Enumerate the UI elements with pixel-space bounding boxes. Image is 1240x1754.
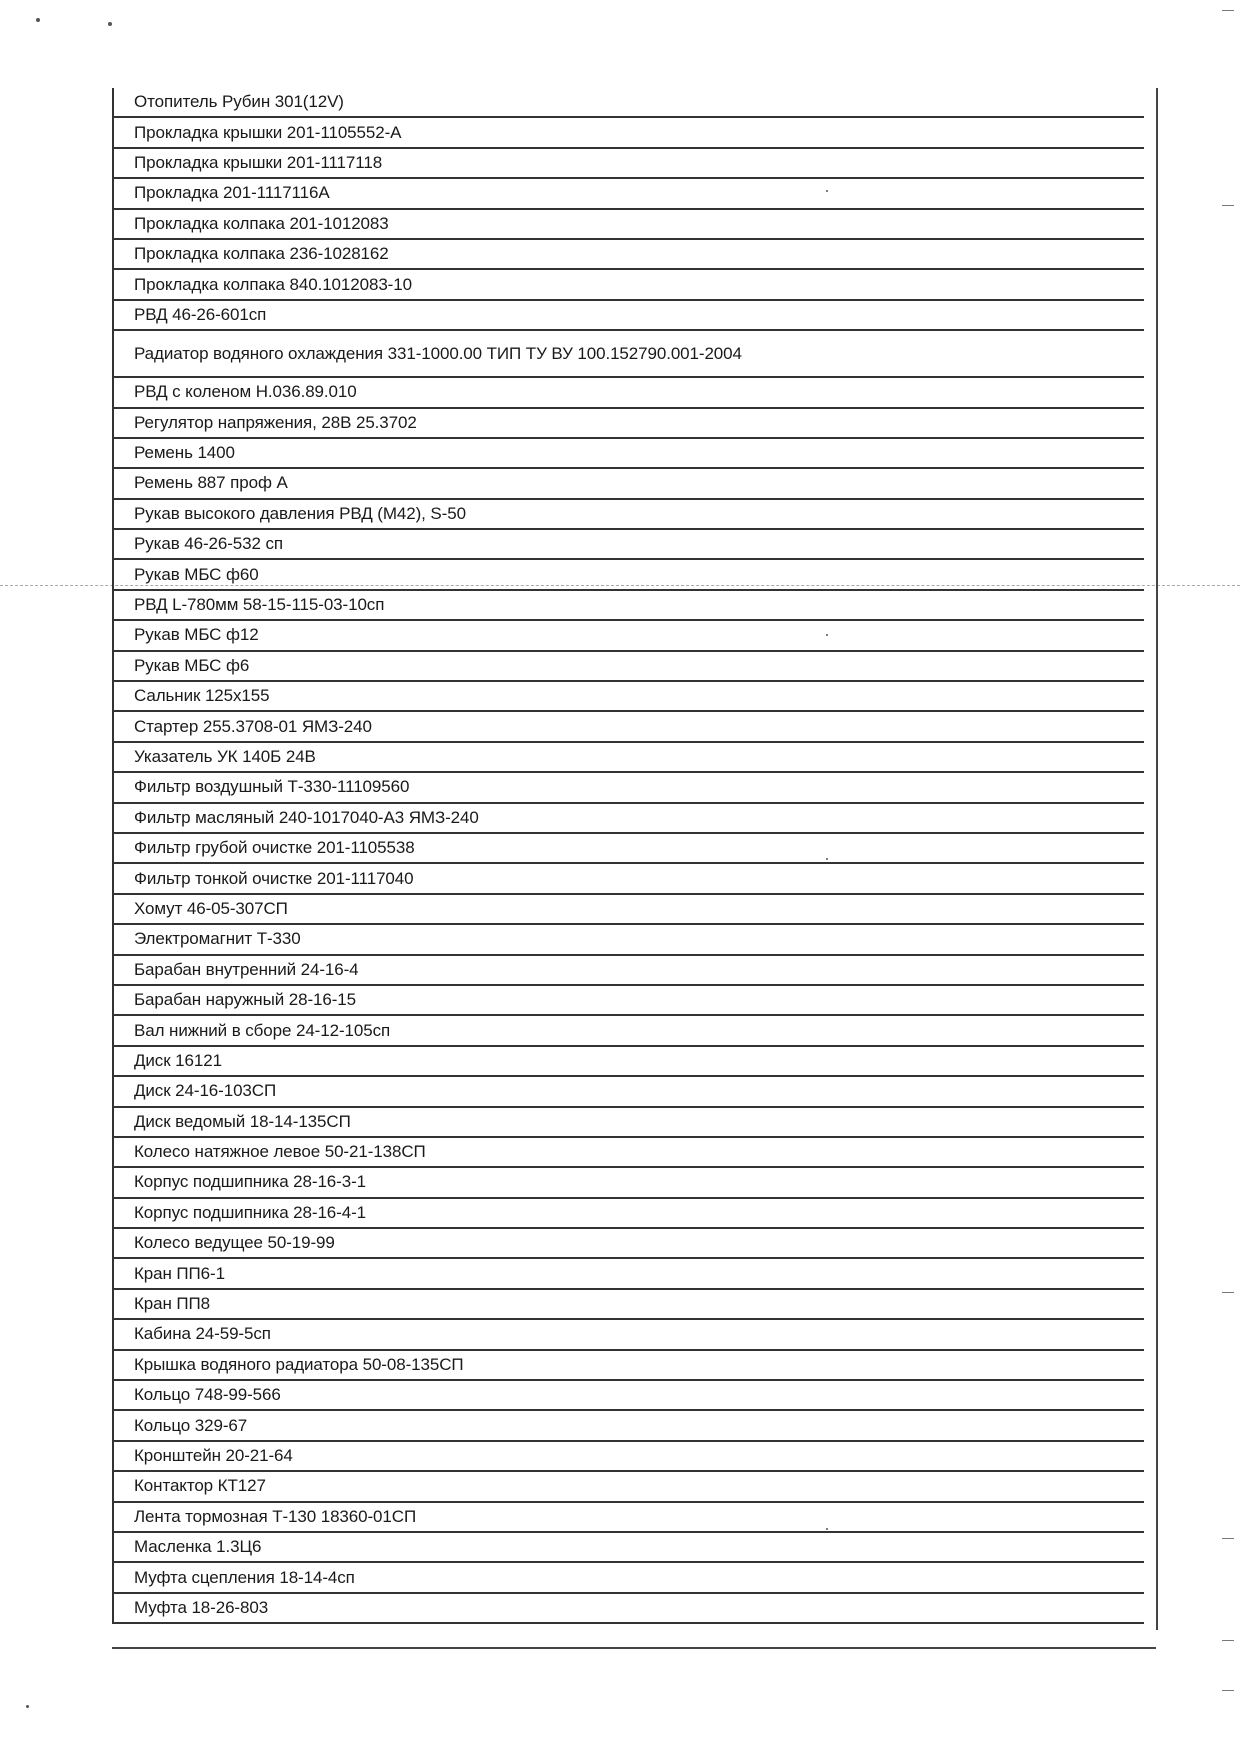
scan-speck xyxy=(36,18,40,22)
item-name: Рукав МБС ф12 xyxy=(134,625,259,645)
table-row xyxy=(114,1442,1144,1472)
table-row xyxy=(114,712,1144,742)
item-name: Рукав высокого давления РВД (М42), S-50 xyxy=(134,503,466,523)
table-row xyxy=(114,1077,1144,1107)
item-name: Рукав 46-26-532 сп xyxy=(134,534,283,554)
scan-speck xyxy=(108,22,112,26)
margin-mark xyxy=(1222,1690,1234,1691)
item-name: Колесо ведущее 50-19-99 xyxy=(134,1233,335,1253)
table-row xyxy=(114,956,1144,986)
item-name: Корпус подшипника 28-16-3-1 xyxy=(134,1172,366,1192)
item-name: Прокладка крышки 201-1105552-А xyxy=(134,122,402,142)
table-row xyxy=(114,621,1144,651)
table-row xyxy=(114,1290,1144,1320)
item-name: Диск 24-16-103СП xyxy=(134,1081,277,1101)
table-row xyxy=(114,1138,1144,1168)
item-name: РВД с коленом Н.036.89.010 xyxy=(134,382,357,402)
item-name: Рукав МБС ф60 xyxy=(134,564,259,584)
item-name: Кран ПП6-1 xyxy=(134,1263,225,1283)
item-name: Контактор КТ127 xyxy=(134,1476,266,1496)
table-row xyxy=(114,210,1144,240)
item-name: Ремень 887 проф А xyxy=(134,473,288,493)
item-name: Фильтр воздушный Т-330-11109560 xyxy=(134,777,410,797)
item-name: Фильтр масляный 240-1017040-А3 ЯМЗ-240 xyxy=(134,807,479,827)
table-row xyxy=(114,925,1144,955)
item-name: Кольцо 748-99-566 xyxy=(134,1385,281,1405)
item-name: Корпус подшипника 28-16-4-1 xyxy=(134,1202,366,1222)
item-name: Прокладка колпака 201-1012083 xyxy=(134,213,389,233)
scan-speck xyxy=(26,1705,29,1708)
table-row xyxy=(114,439,1144,469)
table-row xyxy=(114,591,1144,621)
table-row xyxy=(114,1503,1144,1533)
item-name: Кольцо 329-67 xyxy=(134,1415,248,1435)
item-name: Хомут 46-05-307СП xyxy=(134,898,288,918)
table-row xyxy=(114,1351,1144,1381)
table-row xyxy=(114,1472,1144,1502)
item-name: Указатель УК 140Б 24В xyxy=(134,747,316,766)
table-row xyxy=(114,469,1144,499)
item-name: Масленка 1.3Ц6 xyxy=(134,1537,262,1557)
table-row xyxy=(114,773,1144,803)
item-name: Фильтр грубой очистке 201-1105538 xyxy=(134,838,415,858)
table-row xyxy=(114,834,1144,864)
item-name: Радиатор водяного охлаждения 331-1000.00 ТИП ТУ ВУ 100.152790.001-2004 xyxy=(134,343,742,363)
table-row xyxy=(114,1563,1144,1593)
item-name: Регулятор напряжения, 28В 25.3702 xyxy=(134,412,417,432)
table-row xyxy=(114,1381,1144,1411)
table-row xyxy=(114,1320,1144,1350)
item-name: РВД 46-26-601сп xyxy=(134,304,267,324)
table-row xyxy=(114,500,1144,530)
table-row xyxy=(114,301,1144,331)
item-name: Лента тормозная Т-130 18360-01СП xyxy=(134,1506,417,1526)
item-name: РВД L-780мм 58-15-115-03-10сп xyxy=(134,595,385,615)
table-row xyxy=(114,1108,1144,1138)
table-row xyxy=(114,88,1144,118)
item-name: Кран ПП8 xyxy=(134,1294,211,1314)
item-name: Кабина 24-59-5сп xyxy=(134,1324,271,1344)
table-row xyxy=(114,1199,1144,1229)
table-row xyxy=(114,895,1144,925)
table-row xyxy=(114,986,1144,1016)
table-row xyxy=(114,240,1144,270)
item-name: Барабан внутренний 24-16-4 xyxy=(134,959,359,979)
item-name: Отопитель Рубин 301(12V) xyxy=(134,92,344,112)
table-row xyxy=(114,270,1144,300)
item-name: Кронштейн 20-21-64 xyxy=(134,1445,293,1465)
margin-mark xyxy=(1222,205,1234,206)
item-name: Муфта 18-26-803 xyxy=(134,1597,269,1617)
table-row xyxy=(114,1168,1144,1198)
table-row xyxy=(114,331,1144,378)
table-row xyxy=(114,1229,1144,1259)
table-row xyxy=(114,1594,1144,1624)
item-name: Колесо натяжное левое 50-21-138СП xyxy=(134,1142,426,1162)
table-row xyxy=(114,652,1144,682)
item-name: Электромагнит Т-330 xyxy=(134,929,301,949)
table-row xyxy=(114,682,1144,712)
table-row xyxy=(114,530,1144,560)
item-name: Стартер 255.3708-01 ЯМЗ-240 xyxy=(134,716,372,736)
table-row xyxy=(114,1047,1144,1077)
table-row xyxy=(114,378,1144,408)
table-row xyxy=(114,1016,1144,1046)
item-name: Прокладка колпака 840.1012083-10 xyxy=(134,274,412,294)
item-name: Вал нижний в сборе 24-12-105сп xyxy=(134,1020,391,1040)
table-row xyxy=(114,149,1144,179)
table-row xyxy=(114,743,1144,773)
table-row xyxy=(114,1259,1144,1289)
item-name: Фильтр тонкой очистке 201-1117040 xyxy=(134,868,414,888)
table-bottom-rule xyxy=(112,1647,1156,1649)
item-name: Прокладка колпака 236-1028162 xyxy=(134,244,389,264)
table-row xyxy=(114,560,1144,590)
item-name: Диск ведомый 18-14-135СП xyxy=(134,1111,351,1131)
item-name: Прокладка 201-1117116А xyxy=(134,183,330,203)
item-name: Диск 16121 xyxy=(134,1050,222,1070)
margin-mark xyxy=(1222,10,1234,11)
item-name: Барабан наружный 28-16-15 xyxy=(134,990,356,1010)
margin-mark xyxy=(1222,1538,1234,1539)
parts-table xyxy=(112,88,1144,1624)
table-row xyxy=(114,179,1144,209)
item-name: Крышка водяного радиатора 50-08-135СП xyxy=(134,1354,464,1374)
item-name: Ремень 1400 xyxy=(134,443,235,463)
margin-mark xyxy=(1222,1292,1234,1293)
item-name: Сальник 125х155 xyxy=(134,686,270,706)
table-row xyxy=(114,1411,1144,1441)
table-row xyxy=(114,409,1144,439)
item-name: Муфта сцепления 18-14-4сп xyxy=(134,1567,355,1587)
table-row xyxy=(114,118,1144,148)
table-row xyxy=(114,804,1144,834)
table-row xyxy=(114,1533,1144,1563)
table-row xyxy=(114,864,1144,894)
item-name: Прокладка крышки 201-1117118 xyxy=(134,152,383,172)
margin-mark xyxy=(1222,1640,1234,1641)
item-name: Рукав МБС ф6 xyxy=(134,655,250,675)
